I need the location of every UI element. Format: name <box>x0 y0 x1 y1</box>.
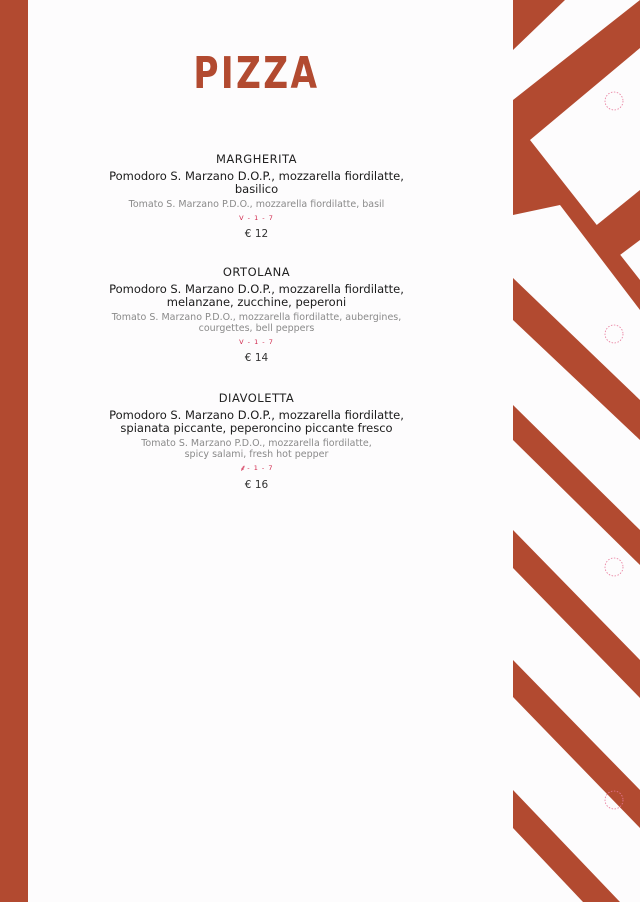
item-description-english: Tomato S. Marzano P.D.O., mozzarella fiordilatte, spicy salami, fresh hot pepper <box>141 437 372 460</box>
item-price: € 12 <box>244 227 269 240</box>
item-description-english: Tomato S. Marzano P.D.O., mozzarella fiordilatte, basil <box>128 199 385 210</box>
allergen-tags: V - 1 - 7 <box>239 337 274 346</box>
item-description-italian: Pomodoro S. Marzano D.O.P., mozzarella fiordilatte, basilico <box>109 169 404 196</box>
item-description-english: Tomato S. Marzano P.D.O., mozzarella fiordilatte, aubergines, courgettes, bell peppers <box>111 311 402 334</box>
menu-item-ortolana <box>0 265 513 364</box>
item-name: MARGHERITA <box>216 152 297 166</box>
allergen-tags-text: - 1 - 7 <box>247 463 274 472</box>
allergen-tags: V - 1 - 7 <box>239 213 274 222</box>
decorative-circle <box>605 325 623 343</box>
allergen-tags <box>0 464 513 474</box>
decorative-stripes <box>513 0 640 902</box>
item-name: DIAVOLETTA <box>218 390 295 405</box>
item-description-italian: Pomodoro S. Marzano D.O.P., mozzarella fiordilatte, melanzane, zucchine, peperoni <box>109 281 404 309</box>
decorative-circle <box>605 558 623 576</box>
diagonal-stripes-graphic <box>513 0 640 902</box>
decorative-circle <box>605 92 623 110</box>
item-description-italian: Pomodoro S. Marzano D.O.P., mozzarella fiordilatte, spianata piccante, peperoncino piccante fresco <box>109 407 404 435</box>
item-price: € 16 <box>244 478 269 491</box>
pizza-menu <box>0 152 513 491</box>
item-name: ORTOLANA <box>222 264 291 279</box>
menu-item-diavoletta <box>0 391 513 491</box>
menu-item-margherita <box>0 152 513 240</box>
chili-pepper-icon: ⸙ <box>239 463 248 474</box>
item-price: € 14 <box>244 351 269 364</box>
page-title: PIZZA <box>193 48 320 99</box>
